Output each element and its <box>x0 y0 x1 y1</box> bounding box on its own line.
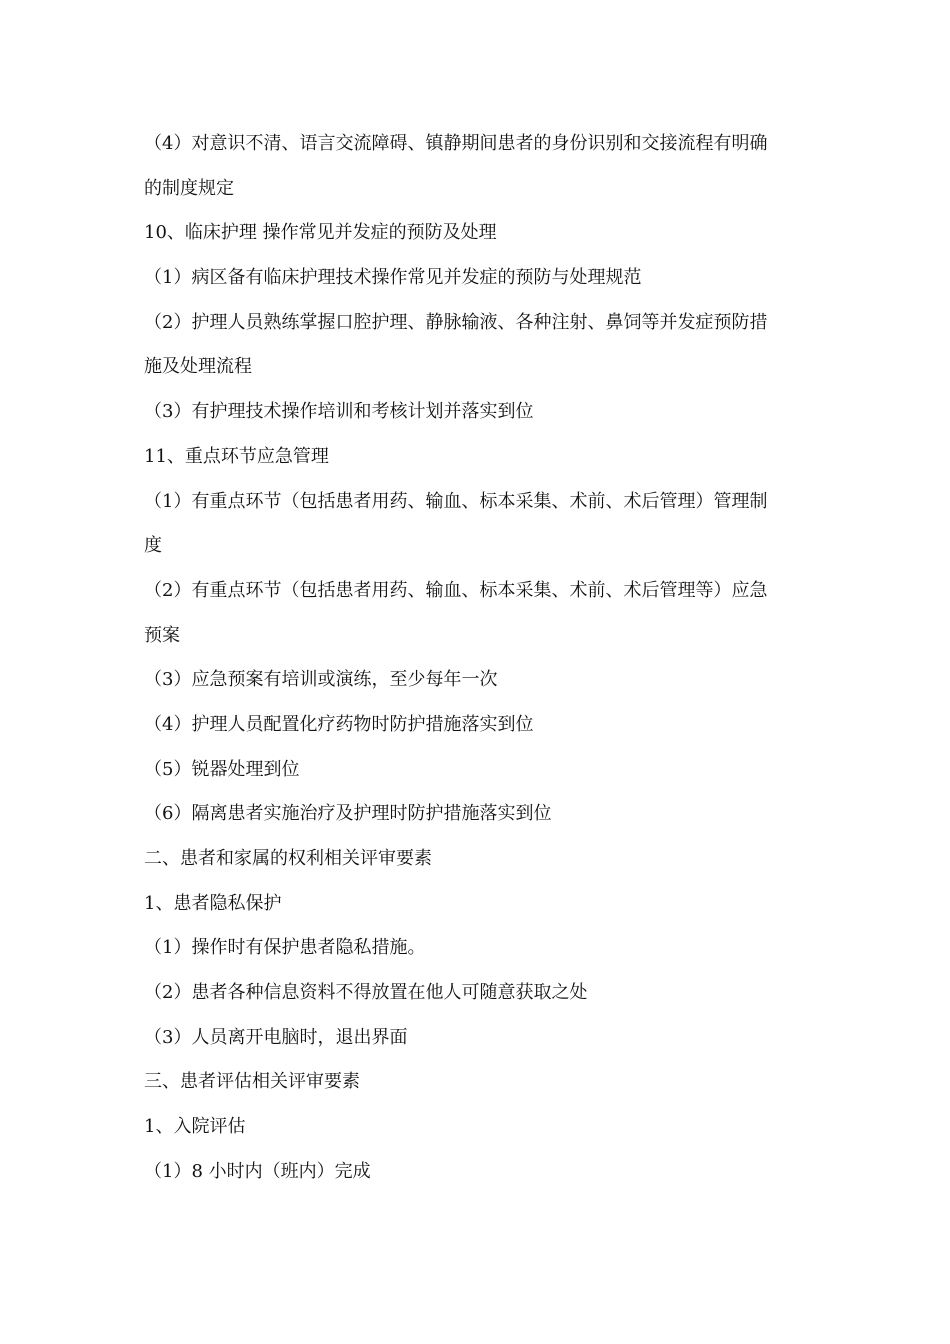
text-line: （1）8 小时内（班内）完成 <box>144 1160 371 1182</box>
text-line: （1）病区备有临床护理技术操作常见并发症的预防与处理规范 <box>144 267 642 289</box>
text-line: （2）护理人员熟练掌握口腔护理、静脉输液、各种注射、鼻饲等并发症预防措 <box>144 311 768 333</box>
text-line: （4）护理人员配置化疗药物时防护措施落实到位 <box>144 713 534 735</box>
text-line: （4）对意识不清、语言交流障碍、镇静期间患者的身份识别和交接流程有明确 <box>144 133 768 154</box>
section-heading: 11、重点环节应急管理 <box>144 445 329 467</box>
text-line: （3）应急预案有培训或演练，至少每年一次 <box>144 669 498 691</box>
text-line: （1）有重点环节（包括患者用药、输血、标本采集、术前、术后管理）管理制 <box>144 490 768 512</box>
text-line: （2）患者各种信息资料不得放置在他人可随意获取之处 <box>144 982 588 1004</box>
text-line: 的制度规定 <box>144 177 234 199</box>
text-line: （2）有重点环节（包括患者用药、输血、标本采集、术前、术后管理等）应急 <box>144 579 768 601</box>
section-heading: 1、患者隐私保护 <box>144 892 282 914</box>
text-line: （3）人员离开电脑时，退出界面 <box>144 1026 408 1048</box>
document-body <box>144 122 810 1195</box>
section-heading: 10、临床护理 操作常见并发症的预防及处理 <box>144 222 497 244</box>
text-line: （1）操作时有保护患者隐私措施。 <box>144 937 426 959</box>
section-heading: 1、入院评估 <box>144 1116 246 1138</box>
text-line: （5）锐器处理到位 <box>144 758 300 780</box>
chapter-heading: 二、患者和家属的权利相关评审要素 <box>144 848 432 869</box>
text-line: 施及处理流程 <box>144 356 252 378</box>
text-line: 度 <box>144 535 162 557</box>
text-line: 预案 <box>144 624 180 646</box>
text-line: （3）有护理技术操作培训和考核计划并落实到位 <box>144 401 534 423</box>
chapter-heading: 三、患者评估相关评审要素 <box>144 1071 360 1093</box>
text-line: （6）隔离患者实施治疗及护理时防护措施落实到位 <box>144 803 552 825</box>
